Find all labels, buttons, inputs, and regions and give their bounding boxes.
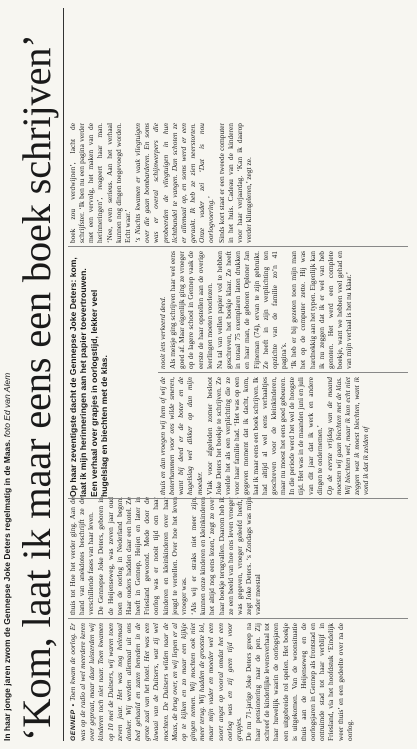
article-column-2: [68, 497, 408, 615]
column-divider: [158, 372, 408, 373]
column-4-paragraph-1: nooit iets verkeerd deed.: [158, 296, 167, 369]
article-column-5: [68, 123, 408, 243]
article-column-3: [158, 377, 408, 495]
column-4-paragraph-3: Na tal van vellen papier vol te hebben geschreven, het boekje klaar. Ze heeft in totaal 75 exemplaren laten drukken en haar man, de geboren Oploner Jan Fijneman (74), ervan te zijn gebruikt. Ze heeft in zijn verplichting ten opzichte van de familie zo’n 41 pagina’s.: [214, 251, 289, 369]
column-3-paragraph-1: thuis en dan vroegen wij hem of wij de boterhammen voor ons wilde smeren, want bij deed er de boter en de hagelslag wel dikker op dan mijn moeder.: [158, 377, 204, 495]
photo-caption: [2, 8, 13, 741]
article-column-4: [158, 251, 408, 369]
column-2-paragraph-1: thuis tot Hoe het verder ging. Aan de hand van anekdotes beschrijft ze de verschillende fases van haar leven.: [68, 497, 96, 615]
column-5-paragraph-2: ‘s Nachts kwamen er vaak vliegtuigen over die gaan bombarderen. En soms was er overal schijnwerpers die probeerden de vliegtuigen in hun lichtbundel te vangen. Dan schoten ze er allemaal op, en soms werd er een geraakt. Ik heb ze zien neerstorten. Onze vader zei ‘Dat is nou oorlogvoering.’: [133, 123, 216, 243]
article-headline: ‘Kom, laat ik maar eens een boek schrijven’: [14, 34, 59, 741]
column-3-paragraph-2: Vlak voor afgeleden zomer besloot Joke Deters het boekje te schrijven. Ze voelde het als een verplichting die ze voor haar familie had. ‘Het was op een gegeven moment dat ik dacht, kom, laat ik maar eens een boek schrijven. Ik had altijd al wel eens verhaaltjes geschreven voor de kleinkinderen, maar nu moest het eens goed gebeuren. In die periode werd het wel de hoogste tijd. Het was in de maanden juni en juli van dit jaar dat ik werk en andere dingen te ondernemen.’: [204, 377, 324, 495]
column-4-paragraph-2: Als meisje ging schrijven haar wel eens goed af. Maar eigenlijk ging ze vroeger op de lagere school in Gennep vaak de eerste de haar opstellen aan de overige leerlingen moeten voorlezen.: [168, 251, 214, 369]
headline-rule: [63, 8, 64, 741]
article-lead: Op haar zeventigste dacht de Gennepse Joke Deters: kom, laat ik mijn herinneringen aan het papier toevertrouwen. Een verhaal over grapjes in oorlogstijd, lekker veel hugelslag en biechten met de klas.: [68, 257, 110, 497]
column-1-paragraph-2: De nu 71-jarige Joke Deters greep na haar pensionering naar de pen. Zij schreef de kinderlijke levensverhaal tot haar huwelijk waarin de oorlogsjaren een uitgebreide rol spelen. Het boekje is uitgekomen. Van de woonsituatie thuis aan de Heijenseweg en de oorlogsjaren in Gennep als frontstad en ontruimde stad tot haar verblijf in Friesland, via het hoofdstuk ‘Eindelijk weer thuis’ en een gedeelte over na de oorlog.: [243, 623, 354, 741]
column-2-paragraph-2: De Gennepse Joke Deters, geboren in de Heijenseweg, was zeven jaar oud toen de oorlog in Nederland begon. Haar ouders hadden daar een hotel. Ze heeft in Gennep, Heijen en later in Friesland gewoond. Mede door de oorlog was er nooit tijd om haar kinderen en kleinkinderen over haar jeugd te vertellen. Over hoe het leven vroeger was.: [96, 497, 188, 615]
column-divider: [68, 246, 408, 247]
column-divider: [68, 498, 408, 499]
article-column-1: [68, 623, 408, 741]
column-2-paragraph-3: ‘Als wij er straks niet meer zijn, kunnen onze kinderen en kleinkinderen het altijd nog eens lezen,’ zegt ze over haar boekje terugvallen. Daarom heb ik ze een beeld van hoe ons leven vroeger was gegeven, vroeger geleefd heeft,’ zegt Joke Deters. ‘s Zondags was mijn vader meestal: [189, 497, 263, 615]
column-3-paragraph-3: Op de eerste vrijdag van de maand moesten wij gaan biechten met de klas. Wij biechten wel, maar ik kon echt niet zeggen wat ik moest biechten, want ik vond ik dat ik zelden of: [324, 377, 371, 495]
photo-credit: foto Ed van Alem: [2, 372, 12, 438]
column-5-paragraph-1: boek zou verdwijnen’, lacht de schrijfster. ‘Ik ben nu een pagina verder met een vervolg, het maken van de herinneringen’, reageert haar man. ‘Nee, even serieus. Aan het verhaal kunnen nog dingen toegevoegd worden. Echt waar.’: [68, 123, 132, 243]
dateline: GENNEP •: [70, 703, 77, 741]
column-1-paragraph-1: Toen kwam de oorlog. Er was op de radio al wel meerdere keren over gepraat, maar daar luisterden wij kinderen toch niet naar. Toen kwamen op 10 mei de Duitsers, wij waren toen zeven jaar. Het was nog helemaal donker. Wij werden allemaal uit ons bed gehaald en zaten beneden in de grote zaal van het hotel. Het was een lawaai van de Duitsers, wat zij wel mochten. De Duitsers wilden naar de Maas, de brug over, en wij liepen er al op te kijken en zo maar een kijkje gingen nemen. Wij mochten ook niet meer terug. Wij hadden de grootste lol, maar mijn vader en moeder wel een soort angst op vooral omdat het een oorlog was en zij geen tijd voor grapjes.: [68, 623, 243, 741]
column-5-paragraph-3: Sinds kort staat er een tweede computer in het huis. Cadeau van de kinderen voor haar verjaardag. ‘Kan ik daarop verder kliungeleren,’ zegt ze.: [216, 123, 253, 243]
caption-text: In haar jonge jaren zwom de Gennepse Joke Deters regelmatig in de Maas.: [2, 439, 12, 741]
column-divider: [68, 618, 408, 619]
column-4-paragraph-4: ‘Ik heb er bij gezeten toen mijn man het op de computer zette. Hij was hardnekkig aan het typen. Eigenlijk kan ik nu zeggen dat ik er wel van heb genoten. Het werd een complete boekje, want we hebben veel gehad en van mijn verhaal is het nu klaar.’: [289, 251, 354, 369]
